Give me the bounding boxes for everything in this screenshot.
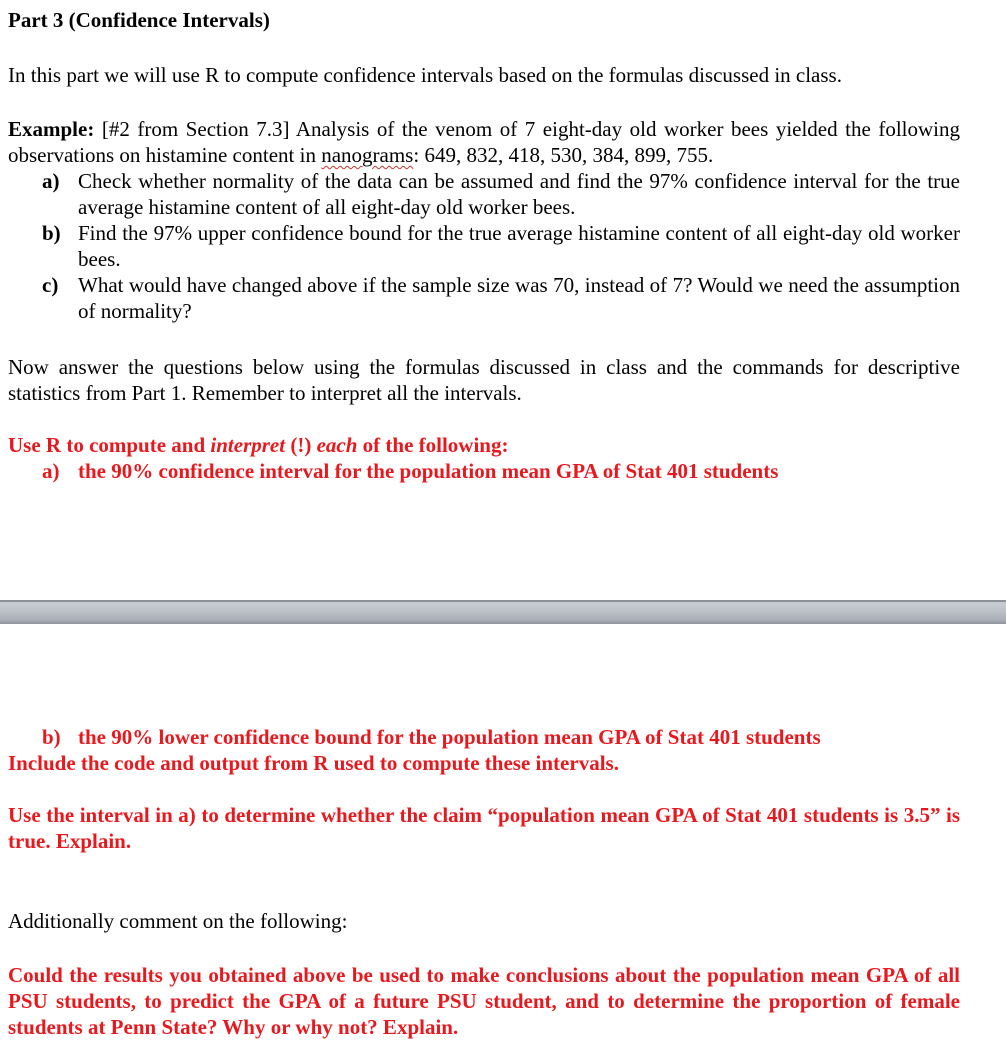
task-lead-text: (!) xyxy=(285,433,317,457)
item-text: What would have changed above if the sample size was 70, instead of 7? Would we need the assumption of normality? xyxy=(78,273,960,323)
example-observations: : 649, 832, 418, 530, 384, 899, 755. xyxy=(413,143,714,167)
example-list xyxy=(8,168,960,324)
task-list xyxy=(8,458,960,484)
page-break-divider xyxy=(0,600,1006,624)
example-paragraph xyxy=(8,116,960,168)
task-list xyxy=(8,724,960,750)
item-marker: a) xyxy=(42,459,60,483)
list-item xyxy=(8,272,960,324)
task-lead xyxy=(8,432,960,458)
additional-comment-lead: Additionally comment on the following: xyxy=(8,909,348,933)
list-item xyxy=(8,724,960,750)
list-item xyxy=(8,168,960,220)
emphasis-interpret: interpret xyxy=(210,433,286,457)
item-marker: c) xyxy=(42,273,59,297)
list-item xyxy=(8,220,960,272)
task-section-continued xyxy=(8,724,960,776)
include-code-note: Include the code and output from R used to compute these intervals. xyxy=(8,751,619,775)
item-text: the 90% lower confidence bound for the population mean GPA of Stat 401 students xyxy=(78,725,821,749)
task-section xyxy=(8,432,960,484)
page-title: Part 3 (Confidence Intervals) xyxy=(8,8,270,32)
example-section xyxy=(8,116,960,324)
item-marker: b) xyxy=(42,221,61,245)
final-question: Could the results you obtained above be used to make conclusions about the population mean GPA of all PSU students, to predict the GPA of a future PSU student, and to determine the proportion of female students at Penn State? Why or why not? Explain. xyxy=(8,963,960,1039)
emphasis-each: each xyxy=(316,433,358,457)
task-lead-text: Use R to compute and xyxy=(8,433,211,457)
task-lead-text: of the following: xyxy=(357,433,509,457)
item-text: Find the 97% upper confidence bound for the true average histamine content of all eight-day old worker bees. xyxy=(78,221,960,271)
item-text: the 90% confidence interval for the population mean GPA of Stat 401 students xyxy=(78,459,779,483)
intro-paragraph: In this part we will use R to compute confidence intervals based on the formulas discussed in class. xyxy=(8,63,842,87)
item-text: Check whether normality of the data can be assumed and find the 97% confidence interval for the true average histamine content of all eight-day old worker bees. xyxy=(78,169,960,219)
spellcheck-word: nanograms xyxy=(321,143,414,167)
claim-paragraph: Use the interval in a) to determine whether the claim “population mean GPA of Stat 401 students is 3.5” is true. Explain. xyxy=(8,803,960,853)
item-marker: a) xyxy=(42,169,60,193)
list-item xyxy=(8,458,960,484)
instructions-paragraph: Now answer the questions below using the formulas discussed in class and the commands for descriptive statistics from Part 1. Remember to interpret all the intervals. xyxy=(8,355,960,405)
item-marker: b) xyxy=(42,725,61,749)
example-label: Example: xyxy=(8,117,95,141)
example-text: [#2 from Section 7.3] Analysis of the venom of 7 eight-day old worker bees yielded the following observations on histamine content in xyxy=(8,117,960,167)
